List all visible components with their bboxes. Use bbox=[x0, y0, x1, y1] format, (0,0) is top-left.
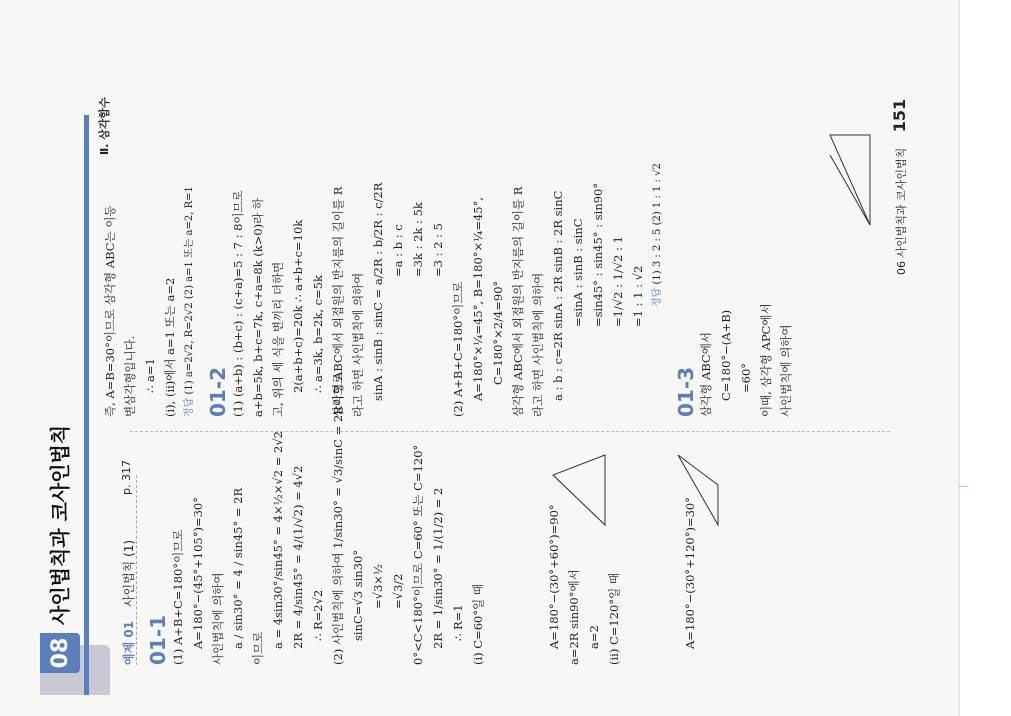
answer-text: (1) 3 : 2 : 5 (2) 1 : 1 : √2 bbox=[652, 163, 663, 285]
right-line: =1 : 1 : √2 bbox=[631, 265, 645, 327]
left-line: 0°<C<180°이므로 C=60° 또는 C=120° bbox=[411, 444, 425, 665]
page-number: 151 bbox=[890, 98, 909, 133]
right-line: 라고 하면 사인법칙에 의하여 bbox=[351, 272, 365, 417]
left-line: =√3×½ bbox=[371, 563, 385, 609]
triangle-figure-3 bbox=[820, 125, 880, 235]
example-heading bbox=[120, 540, 137, 665]
left-line: a = 4sin30°/sin45° = 4×½×√2 = 2√2 bbox=[271, 431, 285, 649]
left-line: a / sin30° = 4 / sin45° = 2R bbox=[231, 487, 245, 649]
right-line: 삼각형 ABC에서 bbox=[699, 332, 713, 417]
problem-number-3: 01-3 bbox=[674, 366, 698, 417]
left-line: A=180°−(30°+60°)=90° bbox=[547, 504, 561, 649]
left-line: a=2R sin90°에서 bbox=[567, 569, 581, 665]
right-line: =sinA : sinB : sinC bbox=[571, 218, 585, 327]
answer-label: 정답 bbox=[652, 287, 663, 307]
footer-label: 06 사인법칙과 코사인법칙 bbox=[895, 147, 908, 275]
example-topic: 사인법칙 (1) bbox=[122, 539, 136, 608]
left-line: ∴ R=2√2 bbox=[311, 589, 325, 641]
header-rule bbox=[84, 115, 89, 695]
rotated-page-content bbox=[40, 97, 920, 695]
right-line: 2(a+b+c)=20k ∴ a+b+c=10k bbox=[291, 219, 305, 393]
column-divider bbox=[130, 431, 890, 432]
right-line: =sin45° : sin45° : sin90° bbox=[591, 182, 605, 327]
right-line: A=180°×¼=45°, B=180°×¼=45°, bbox=[471, 197, 485, 401]
right-line: C=180°−(A+B) bbox=[719, 309, 733, 401]
right-line: C=180°×2/4=90° bbox=[491, 280, 505, 385]
right-line: =a : b : c bbox=[391, 224, 405, 277]
right-line: 삼각형 ABC에서 외접원의 반지름의 길이를 R bbox=[511, 186, 525, 417]
page-footer bbox=[890, 99, 909, 275]
right-line: (2) A+B+C=180°이므로 bbox=[451, 281, 465, 417]
right-line: sinA : sinB : sinC = a/2R : b/2R : c/2R bbox=[371, 182, 385, 401]
chapter-number-tab: 08 bbox=[40, 633, 80, 673]
dashed-divider bbox=[136, 475, 137, 665]
left-line: =√3/2 bbox=[391, 573, 405, 609]
right-line: =1/√2 : 1/√2 : 1 bbox=[611, 236, 625, 327]
chapter-title: 사인법칙과 코사인법칙 bbox=[48, 424, 72, 625]
answer-line-2 bbox=[648, 163, 668, 417]
left-line: 2R = 1/sin30° = 1/(1/2) = 2 bbox=[431, 487, 445, 649]
margin-mark bbox=[958, 486, 968, 487]
answer-line-1 bbox=[180, 163, 200, 417]
right-line: 삼각형 ABC에서 외접원의 반지름의 길이를 R bbox=[331, 186, 345, 417]
left-line: 2R = 4/sin45° = 4/(1/√2) = 4√2 bbox=[291, 465, 305, 649]
left-line: (1) A+B+C=180°이므로 bbox=[171, 529, 185, 665]
answer-text: (1) a=2√2, R=2√2 (2) a=1 또는 a=2, R=1 bbox=[184, 186, 195, 395]
right-line: 라고 하면 사인법칙에 의하여 bbox=[531, 272, 545, 417]
page-reference: p. 317 bbox=[120, 460, 133, 495]
right-line: 고, 위의 세 식을 변끼리 더하면 bbox=[271, 261, 285, 417]
right-line: 이때, 삼각형 APC에서 bbox=[759, 303, 773, 417]
right-line: a+b=5k, b+c=7k, c+a=8k (k>0)라 하 bbox=[251, 197, 265, 417]
right-line: 변삼각형입니다. bbox=[123, 335, 137, 417]
left-line: 사인법칙에 의하여 bbox=[211, 572, 225, 665]
right-line: 사인법칙에 의하여 bbox=[779, 324, 793, 417]
right-line: =3 : 2 : 5 bbox=[431, 223, 445, 277]
left-line: (ii) C=120°일 때 bbox=[607, 573, 621, 665]
right-line: (i), (ii)에서 a=1 또는 a=2 bbox=[163, 277, 177, 417]
right-line: ∴ a=3k, b=2k, c=5k bbox=[311, 274, 325, 393]
left-line: A=180°−(45°+105°)=30° bbox=[191, 497, 205, 649]
section-label: Ⅱ. 삼각함수 bbox=[98, 97, 111, 155]
left-line: 이므로 bbox=[251, 631, 265, 665]
right-line: (1) (a+b) : (b+c) : (c+a)=5 : 7 : 8이므로 bbox=[231, 190, 245, 417]
left-line: a=2 bbox=[587, 625, 601, 649]
right-line: ∴ a=1 bbox=[143, 358, 157, 393]
right-column bbox=[100, 163, 796, 417]
example-label: 예제 01 bbox=[122, 620, 136, 665]
triangle-figure-1 bbox=[545, 445, 615, 535]
problem-number-2: 01-2 bbox=[206, 366, 230, 417]
left-line: (2) 사인법칙에 의하여 1/sin30° = √3/sinC = 2R이므로 bbox=[331, 372, 345, 665]
left-line: sinC=√3 sin30° bbox=[351, 549, 365, 641]
right-margin bbox=[960, 0, 1011, 716]
left-line: ∴ R=1 bbox=[451, 604, 465, 641]
answer-label: 정답 bbox=[184, 397, 195, 417]
right-line: a : b : c=2R sinA : 2R sinB : 2R sinC bbox=[551, 190, 565, 401]
left-line: (i) C=60°일 때 bbox=[471, 584, 485, 665]
right-line: 즉, A=B=30°이므로 삼각형 ABC는 이등 bbox=[103, 205, 117, 417]
right-line: =60° bbox=[739, 362, 753, 393]
problem-number-1: 01-1 bbox=[146, 614, 170, 665]
left-line: A=180°−(30°+120°)=30° bbox=[683, 497, 697, 649]
right-line: =3k : 2k : 5k bbox=[411, 202, 425, 277]
triangle-figure-2 bbox=[668, 445, 728, 535]
